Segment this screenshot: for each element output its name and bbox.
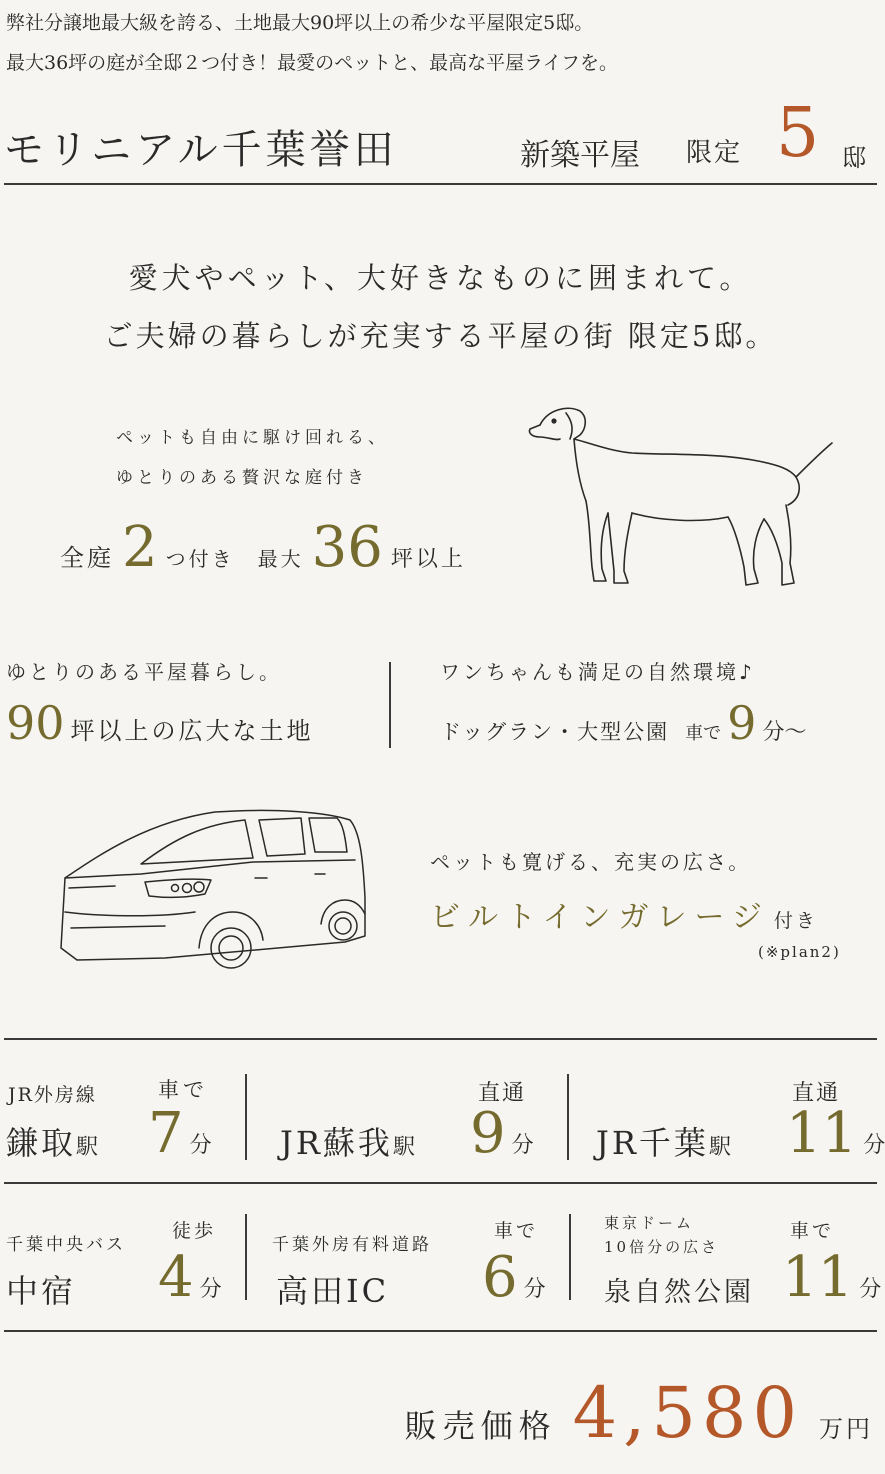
access-6-minutes: 11 — [782, 1245, 854, 1310]
garage-headline — [430, 892, 818, 936]
access-2-minutes: 9 — [470, 1101, 506, 1166]
garage-name: ビルトインガレージ — [430, 900, 770, 935]
garage-sub: ペットも寛げる、充実の広さ。 — [430, 850, 752, 874]
access-6-mode: 車で — [790, 1220, 835, 1242]
land-headline — [6, 696, 314, 750]
access-top-divider — [4, 1038, 877, 1040]
access-2-station — [280, 1118, 415, 1164]
access-1-time — [148, 1101, 212, 1166]
header-divider — [4, 183, 877, 185]
price-block — [404, 1372, 873, 1454]
price-unit: 万円 — [819, 1415, 873, 1443]
garden-sub-1: ペットも自由に駆け回れる、 — [116, 428, 389, 448]
access-6-line: 東京ドーム — [604, 1214, 695, 1232]
access-1-mode: 車で — [158, 1078, 208, 1102]
land-size: 90 — [6, 696, 65, 750]
access-1-station — [6, 1118, 98, 1164]
access-6-unit: 分 — [859, 1277, 882, 1302]
lead-line-1: 愛犬やペット、大好きなものに囲まれて。 — [128, 261, 753, 295]
access-4-station: 中宿 — [6, 1272, 77, 1310]
garden-headline — [60, 515, 466, 580]
garden-count: 2 — [122, 515, 158, 580]
access-2-unit: 分 — [511, 1133, 534, 1158]
access-5-minutes: 6 — [482, 1245, 518, 1310]
access-2-station-suffix: 駅 — [392, 1135, 415, 1160]
access-4-line: 千葉中央バス — [6, 1235, 126, 1255]
access-6-line-2: 10倍分の広さ — [604, 1238, 720, 1256]
access-row2-divider-1 — [245, 1214, 247, 1300]
access-2-time — [470, 1101, 534, 1166]
access-5-station: 高田IC — [276, 1272, 390, 1310]
price-value: 4,580 — [572, 1372, 803, 1454]
access-6-time — [782, 1245, 882, 1310]
access-4-unit: 分 — [199, 1277, 222, 1302]
access-3-time — [786, 1101, 885, 1166]
garden-size: 36 — [311, 515, 383, 580]
access-middle-divider — [4, 1182, 877, 1184]
header-tag-new-build: 新築平屋 — [520, 138, 640, 173]
nature-by: 車で — [685, 723, 722, 744]
lead-line-2: ご夫婦の暮らしが充実する平屋の街 限定5邸。 — [103, 319, 778, 353]
header-count: 5 — [776, 94, 820, 173]
access-3-station-name: JR千葉 — [596, 1124, 709, 1162]
garage-suffix: 付き — [773, 910, 818, 932]
access-4-time — [158, 1245, 222, 1310]
access-3-station — [596, 1118, 731, 1164]
access-4-minutes: 4 — [158, 1245, 194, 1310]
access-2-station-name: JR蘇我 — [280, 1124, 393, 1162]
nature-headline — [440, 696, 807, 750]
intro-line-2: 最大36坪の庭が全邸２つ付き！最愛のペットと、最高な平屋ライフを。 — [6, 52, 619, 74]
access-4-mode: 徒歩 — [172, 1220, 217, 1242]
land-sub: ゆとりのある平屋暮らし。 — [6, 660, 282, 684]
garden-suffix: 坪以上 — [390, 547, 466, 572]
access-5-time — [482, 1245, 546, 1310]
access-1-station-name: 鎌取 — [6, 1124, 77, 1162]
access-5-line: 千葉外房有料道路 — [272, 1235, 432, 1255]
access-1-station-suffix: 駅 — [76, 1135, 99, 1160]
nature-minutes: 9 — [727, 696, 757, 750]
nature-place: ドッグラン・大型公園 — [440, 720, 670, 744]
garage-note: (※plan2) — [758, 943, 841, 961]
access-row1-divider-1 — [245, 1074, 247, 1160]
access-1-line: JR外房線 — [8, 1084, 97, 1106]
access-1-unit: 分 — [189, 1133, 212, 1158]
access-bottom-divider — [4, 1330, 877, 1332]
access-2-mode: 直通 — [478, 1081, 527, 1106]
nature-unit: 分～ — [762, 720, 807, 745]
access-3-mode: 直通 — [792, 1081, 841, 1106]
header-unit: 邸 — [842, 144, 866, 172]
garden-mid: つ付き 最大 — [165, 547, 304, 571]
price-label: 販売価格 — [404, 1407, 557, 1445]
garden-pre: 全庭 — [60, 544, 114, 572]
page-title: モリニアル千葉誉田 — [4, 127, 398, 173]
header-tag-limited: 限定 — [686, 138, 743, 168]
land-suffix: 坪以上の広大な土地 — [70, 717, 314, 745]
access-3-unit: 分 — [863, 1133, 885, 1158]
access-6-station: 泉自然公園 — [604, 1277, 754, 1308]
access-5-mode: 車で — [494, 1220, 539, 1242]
access-row2-divider-2 — [569, 1214, 571, 1300]
access-5-unit: 分 — [523, 1277, 546, 1302]
garden-sub-2: ゆとりのある贅沢な庭付き — [116, 468, 368, 488]
access-row1-divider-2 — [567, 1074, 569, 1160]
access-3-station-suffix: 駅 — [708, 1135, 731, 1160]
access-1-minutes: 7 — [148, 1101, 184, 1166]
nature-sub: ワンちゃんも満足の自然環境♪ — [440, 660, 755, 684]
car-illustration — [55, 808, 375, 978]
land-divider — [389, 662, 391, 748]
intro-line-1: 弊社分譲地最大級を誇る、土地最大90坪以上の希少な平屋限定5邸。 — [6, 12, 594, 34]
dog-illustration — [520, 395, 840, 595]
access-3-minutes: 11 — [786, 1101, 858, 1166]
